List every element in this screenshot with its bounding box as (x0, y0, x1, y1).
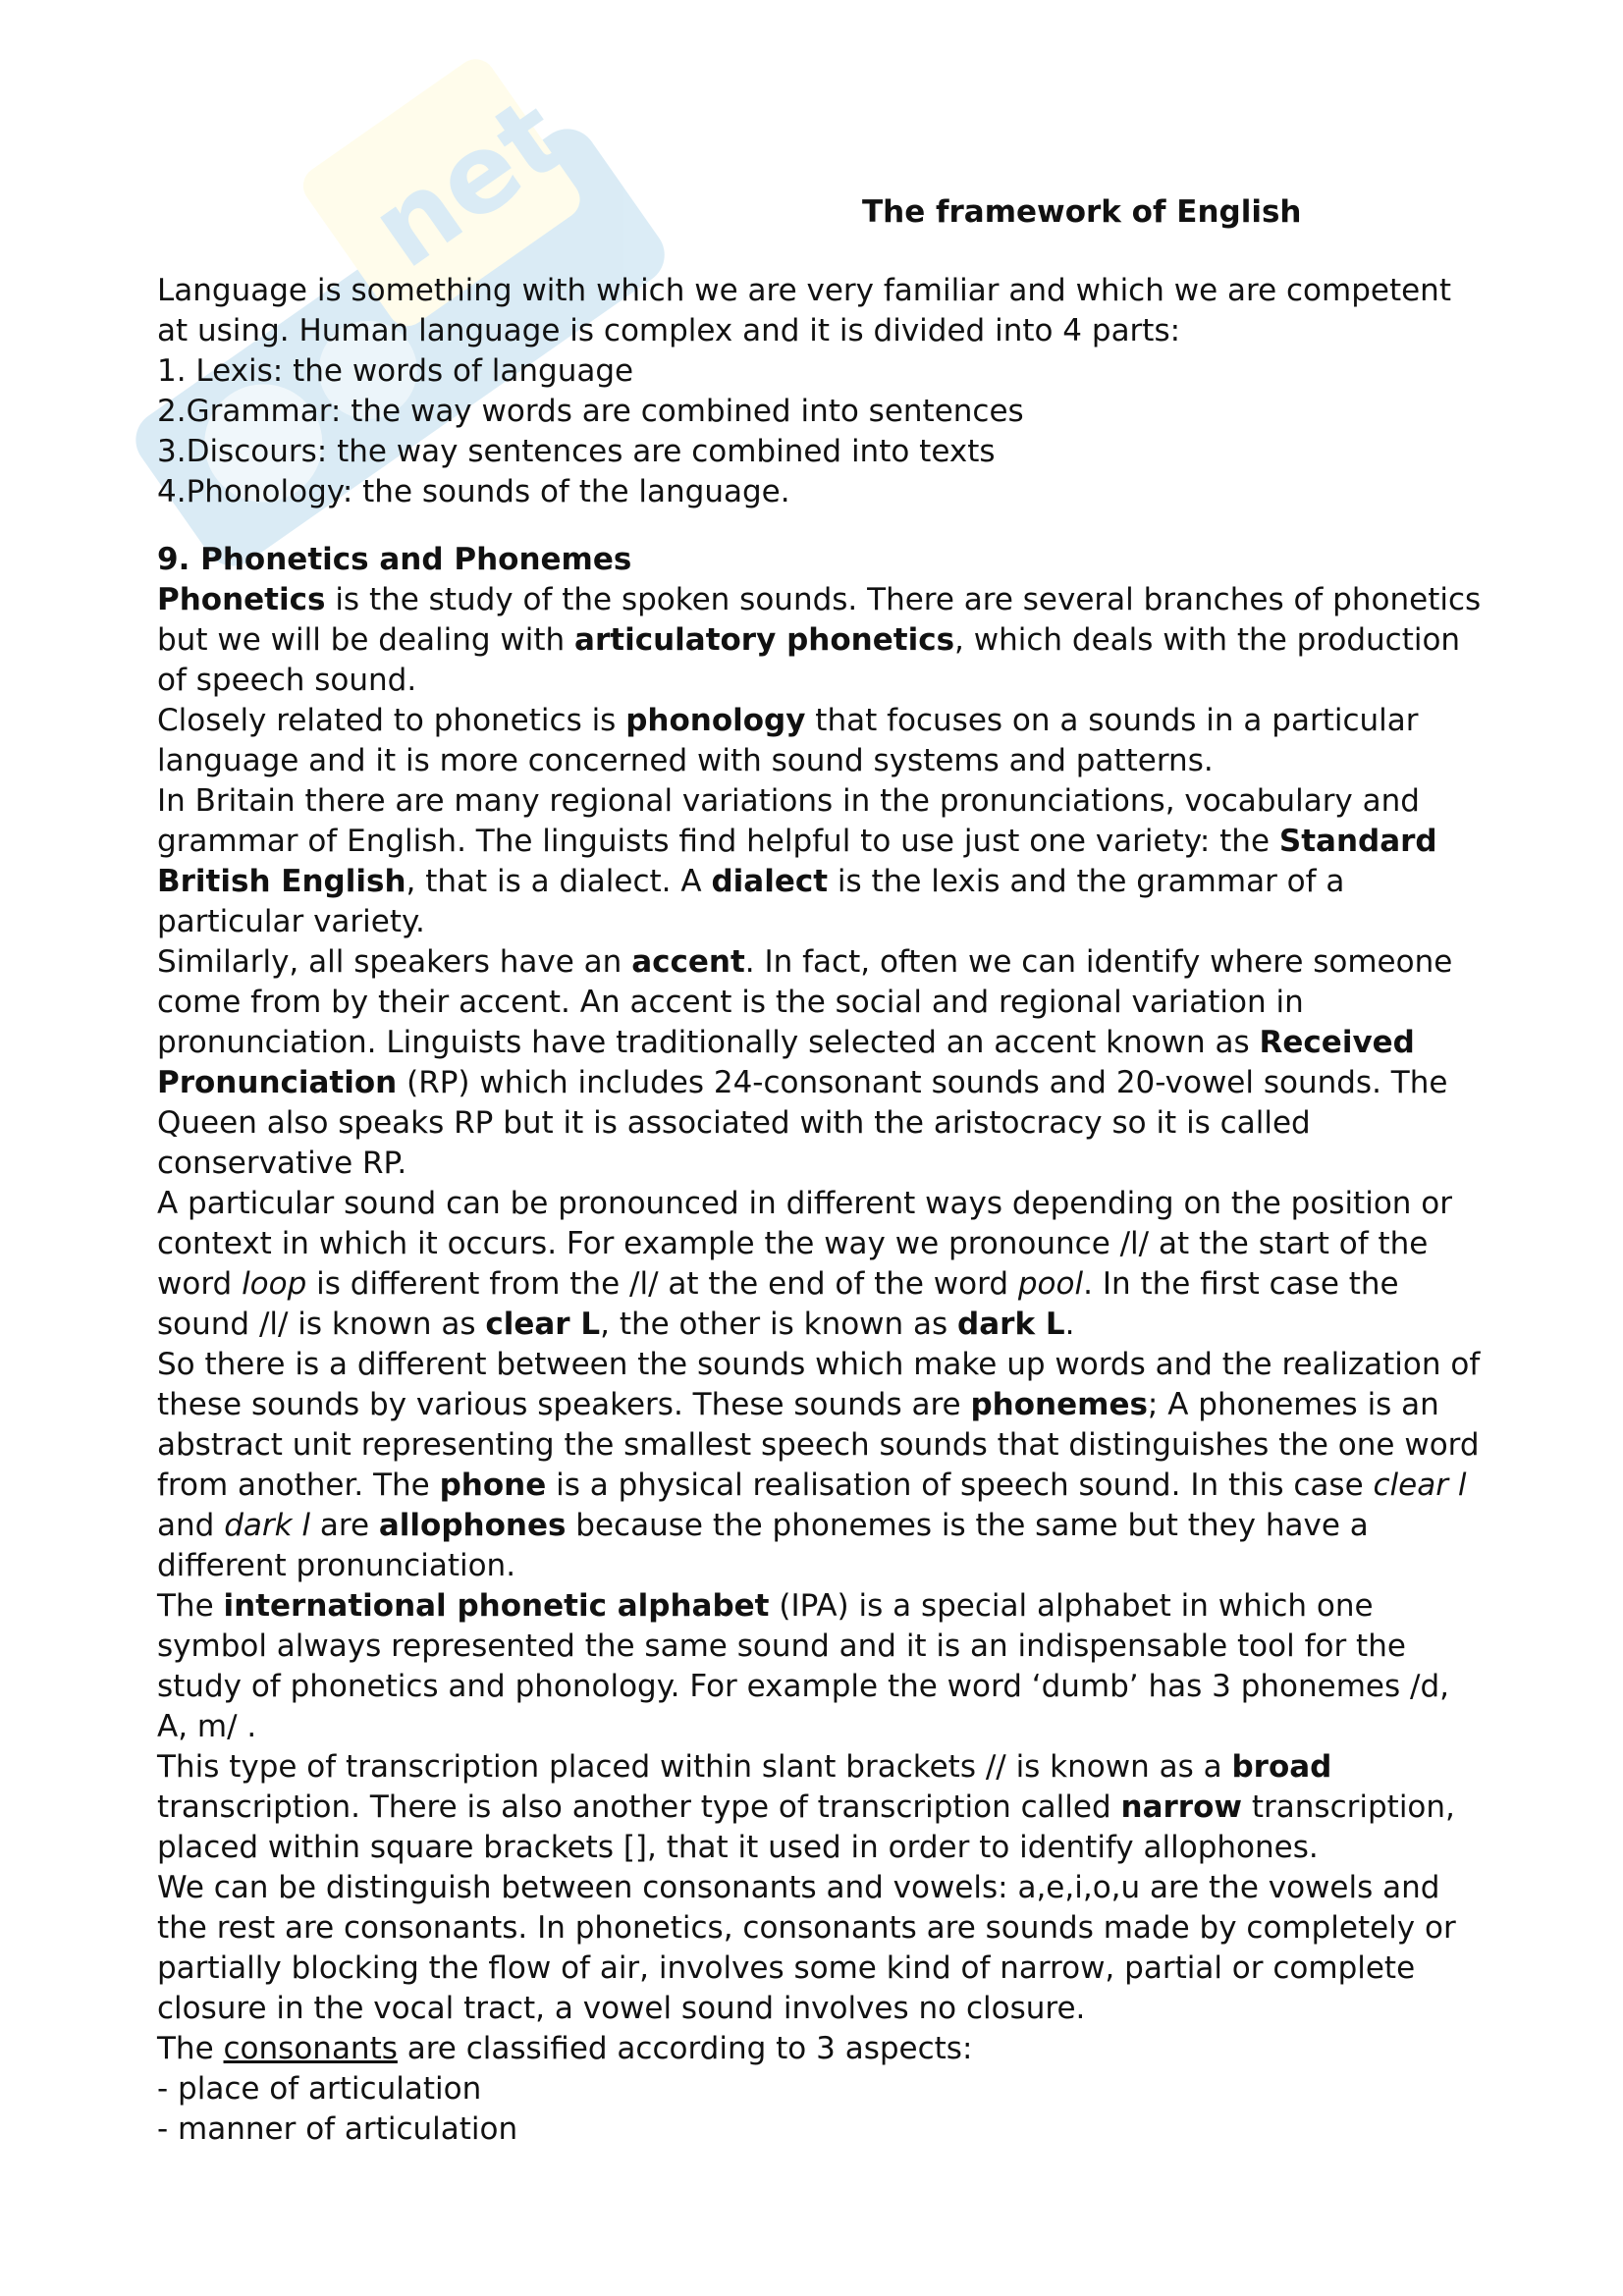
bold-term: dark L (957, 1307, 1065, 1342)
text-run: Similarly, all speakers have an (157, 944, 632, 980)
text-run: and (157, 1508, 225, 1543)
text-run: The (157, 1588, 224, 1624)
intro-line: 2.Grammar: the way words are combined into sentences (157, 394, 1024, 429)
text-run: . In the first case the sound /l/ is known as (157, 1266, 1399, 1342)
bold-term: Standard British English (157, 824, 1437, 899)
text-run: because the phonemes is the same but they have a different pronunciation. (157, 1508, 1369, 1583)
bold-term: narrow (1120, 1789, 1243, 1825)
text-run: . (1064, 1307, 1075, 1342)
text-run: A particular sound can be pronounced in different ways depending on the position or context in which it occurs. For example the way we pronounce /l/ at the start of the word (157, 1186, 1452, 1302)
text-run: , the other is known as (600, 1307, 958, 1342)
italic-term: clear l (1373, 1468, 1467, 1503)
bold-term: articulatory phonetics (574, 622, 955, 658)
text-run: The (157, 2031, 224, 2066)
intro-line: 1. Lexis: the words of language (157, 353, 634, 389)
text-run: In Britain there are many regional variations in the pronunciations, vocabulary and grammar of English. The linguists find helpful to use just one variety: the (157, 783, 1420, 859)
paragraph-ipa (157, 1586, 1483, 1747)
italic-term: pool (1017, 1266, 1084, 1302)
intro-line: Language is something with which we are very familiar and which we are competent at using. Human language is complex and it is divided into 4 parts: (157, 273, 1451, 348)
bold-term: phonemes (970, 1387, 1148, 1422)
italic-term: dark l (224, 1508, 311, 1543)
bold-term: Received Pronunciation (157, 1025, 1415, 1100)
text-run: are (310, 1508, 379, 1543)
text-run: is a physical realisation of speech sound. In this case (546, 1468, 1374, 1503)
intro-section (157, 271, 1483, 512)
text-run: So there is a different between the sounds which make up words and the realization of these sounds by various speakers. These sounds are (157, 1347, 1481, 1422)
text-run: is the lexis and the grammar of a particular variety. (157, 864, 1345, 939)
bold-term: accent (631, 944, 745, 980)
bold-term: phonology (625, 703, 806, 738)
text-run: (RP) which includes 24-consonant sounds and 20-vowel sounds. The Queen also speaks RP but it is associated with the aristocracy so it is called conservative RP. (157, 1065, 1448, 1181)
bold-term: dialect (711, 864, 829, 899)
text-run: are classified according to 3 aspects: (397, 2031, 973, 2066)
bold-term: phone (439, 1468, 547, 1503)
paragraph-transcription (157, 1747, 1483, 1868)
list-item: - place of articulation (157, 2071, 482, 2107)
text-run: transcription, placed within square brackets [], that it used in order to identify allophones. (157, 1789, 1455, 1865)
text-run: that focuses on a sounds in a particular language and it is more concerned with sound systems and patterns. (157, 703, 1419, 778)
paragraph-phonology (157, 701, 1483, 781)
text-run: (IPA) is a special alphabet in which one symbol always represented the same sound and it is an indispensable tool for the study of phonetics and phonology. For example the word ‘dumb’ has 3 phonemes /d, A, m/ . (157, 1588, 1449, 1744)
paragraph-clear-dark-l (157, 1184, 1483, 1345)
paragraph-accent (157, 942, 1483, 1184)
text-run: Closely related to phonetics is (157, 703, 626, 738)
bold-term: international phonetic alphabet (223, 1588, 770, 1624)
document-body (157, 187, 1483, 2150)
bold-term: clear L (485, 1307, 601, 1342)
bold-term: broad (1231, 1749, 1332, 1785)
list-item: - manner of articulation (157, 2111, 518, 2147)
intro-line: 4.Phonology: the sounds of the language. (157, 474, 790, 509)
paragraph-consonant-aspects (157, 2029, 1483, 2069)
text-run: , which deals with the production of speech sound. (157, 622, 1461, 698)
page-title: The framework of English (862, 194, 1302, 230)
bold-term: allophones (378, 1508, 567, 1543)
text-run: is different from the /l/ at the end of the word (306, 1266, 1018, 1302)
bold-term: Phonetics (157, 582, 326, 617)
intro-line: 3.Discours: the way sentences are combined into texts (157, 434, 996, 469)
text-run: . In fact, often we can identify where someone come from by their accent. An accent is the social and regional variation in pronunciation. Linguists have traditionally selected an accent known as (157, 944, 1453, 1060)
section-heading: 9. Phonetics and Phonemes (157, 542, 632, 577)
italic-term: loop (242, 1266, 307, 1302)
text-run: This type of transcription placed within slant brackets // is known as a (157, 1749, 1232, 1785)
text-run: is the study of the spoken sounds. There are several branches of phonetics but we will be dealing with (157, 582, 1482, 658)
watermark-text: net (349, 73, 587, 293)
paragraph-phonetics (157, 580, 1483, 701)
text-run: ; A phonemes is an abstract unit representing the smallest speech sounds that distinguishes the one word from another. The (157, 1387, 1480, 1503)
paragraph-dialect (157, 781, 1483, 942)
underlined-term: consonants (223, 2031, 398, 2066)
text-run: , that is a dialect. A (406, 864, 712, 899)
paragraph-phonemes (157, 1345, 1483, 1586)
paragraph-consonants-vowels: We can be distinguish between consonants and vowels: a,e,i,o,u are the vowels and the rest are consonants. In phonetics, consonants are sounds made by completely or partially blocking the flow of air, involves some kind of narrow, partial or complete closure in the vocal tract, a vowel sound involves no closure. (157, 1870, 1456, 2026)
text-run: transcription. There is also another type of transcription called (157, 1789, 1121, 1825)
